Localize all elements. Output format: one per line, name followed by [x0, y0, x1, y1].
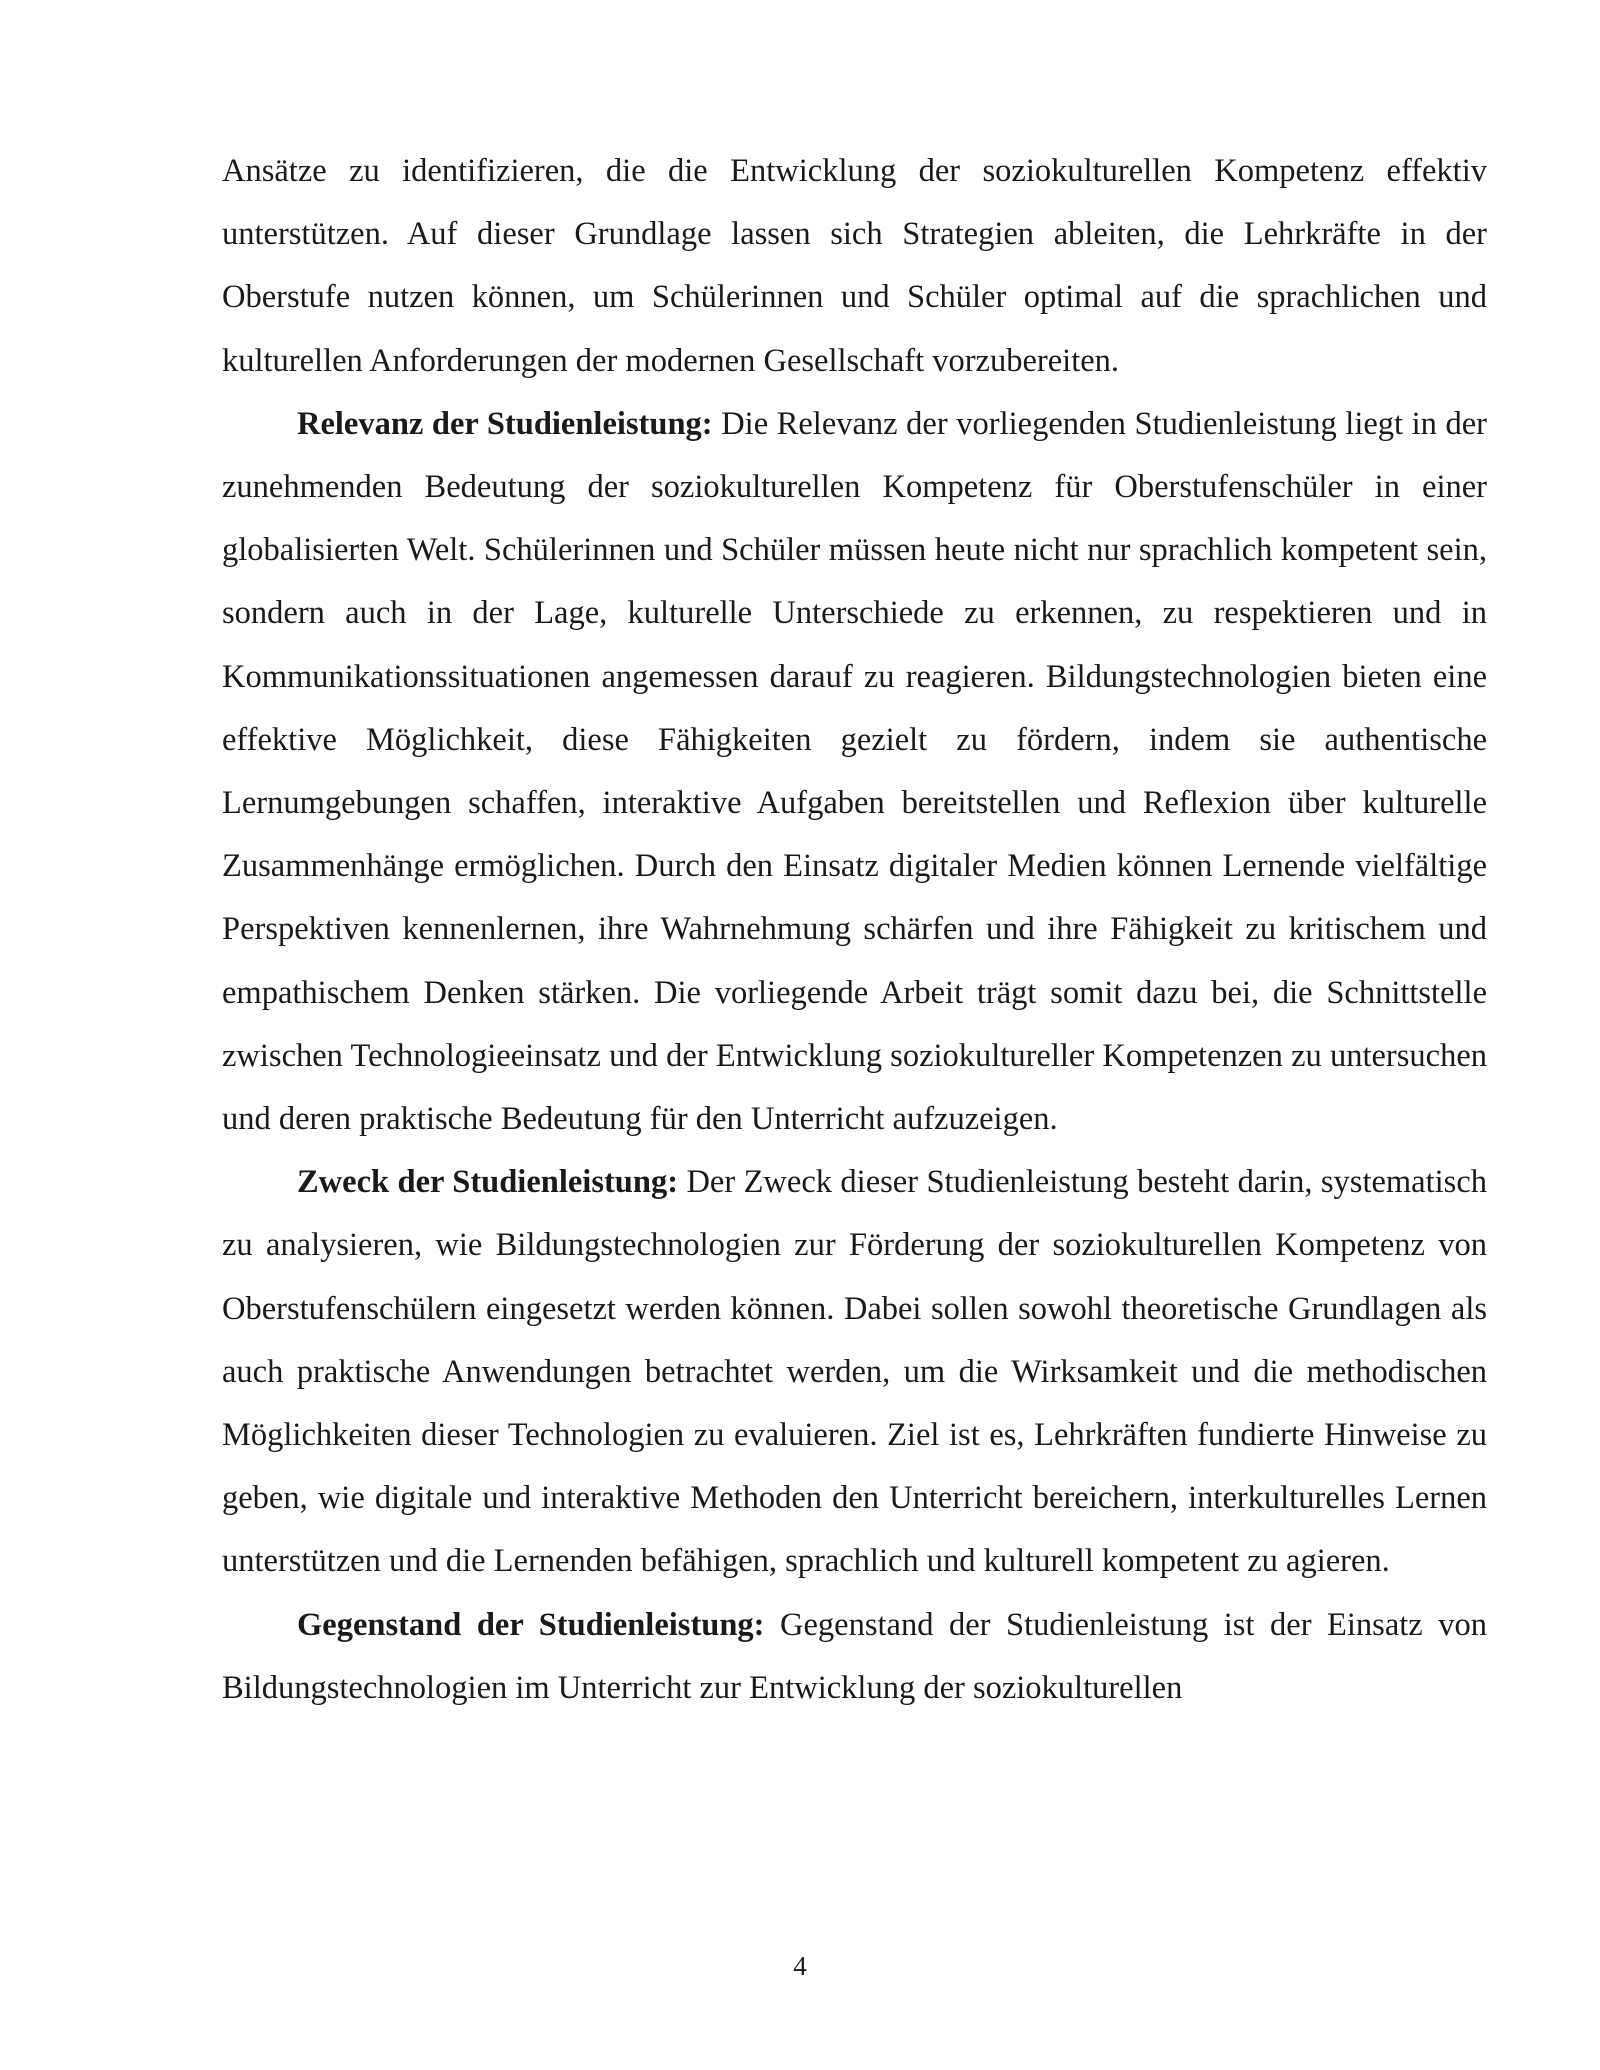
body-text	[222, 140, 1487, 1720]
paragraph-continuation	[222, 140, 1487, 393]
page-number: 4	[793, 1951, 807, 1981]
paragraph-gegenstand	[222, 1594, 1487, 1720]
paragraph-text: Ansätze zu identifizieren, die die Entwicklung der soziokulturellen Kompetenz effektiv unterstützen. Auf dieser Grundlage lassen sich Strategien ableiten, die Lehrkräfte in der Oberstufe nutzen können, um Schülerinnen und Schüler optimal auf die sprachlichen und kulturellen Anforderungen der modernen Gesellschaft vorzubereiten.	[222, 153, 1487, 379]
paragraph-zweck	[222, 1151, 1487, 1593]
paragraph-text: Gegenstand der Studienleistung ist der Einsatz von Bildungstechnologien im Unterricht zur Entwicklung der soziokulturellen	[222, 1606, 1487, 1706]
paragraph-relevanz	[222, 393, 1487, 1151]
paragraph-heading: Gegenstand der Studienleistung:	[297, 1606, 765, 1643]
paragraph-heading: Zweck der Studienleistung:	[297, 1164, 679, 1201]
paragraph-text: Die Relevanz der vorliegenden Studienleistung liegt in der zunehmenden Bedeutung der soziokulturellen Kompetenz für Oberstufenschüler in einer globalisierten Welt. Schülerinnen und Schüler müssen heute nicht nur sprachlich kompetent sein, sondern auch in der Lage, kulturelle Unterschiede zu erkennen, zu respektieren und in Kommunikationssituationen angemessen darauf zu reagieren. Bildungstechnologien bieten eine effektive Möglichkeit, diese Fähigkeiten gezielt zu fördern, indem sie authentische Lernumgebungen schaffen, interaktive Aufgaben bereitstellen und Reflexion über kulturelle Zusammenhänge ermöglichen. Durch den Einsatz digitaler Medien können Lernende vielfältige Perspektiven kennenlernen, ihre Wahrnehmung schärfen und ihre Fähigkeit zu kritischem und empathischem Denken stärken. Die vorliegende Arbeit trägt somit dazu bei, die Schnittstelle zwischen Technologieeinsatz und der Entwicklung soziokultureller Kompetenzen zu untersuchen und deren praktische Bedeutung für den Unterricht aufzuzeigen.	[222, 405, 1487, 1138]
paragraph-text: Der Zweck dieser Studienleistung besteht darin, systematisch zu analysieren, wie Bildungstechnologien zur Förderung der soziokulturellen Kompetenz von Oberstufenschülern eingesetzt werden können. Dabei sollen sowohl theoretische Grundlagen als auch praktische Anwendungen betrachtet werden, um die Wirksamkeit und die methodischen Möglichkeiten dieser Technologien zu evaluieren. Ziel ist es, Lehrkräften fundierte Hinweise zu geben, wie digitale und interaktive Methoden den Unterricht bereichern, interkulturelles Lernen unterstützen und die Lernenden befähigen, sprachlich und kulturell kompetent zu agieren.	[222, 1164, 1487, 1580]
paragraph-heading: Relevanz der Studienleistung:	[297, 405, 713, 442]
